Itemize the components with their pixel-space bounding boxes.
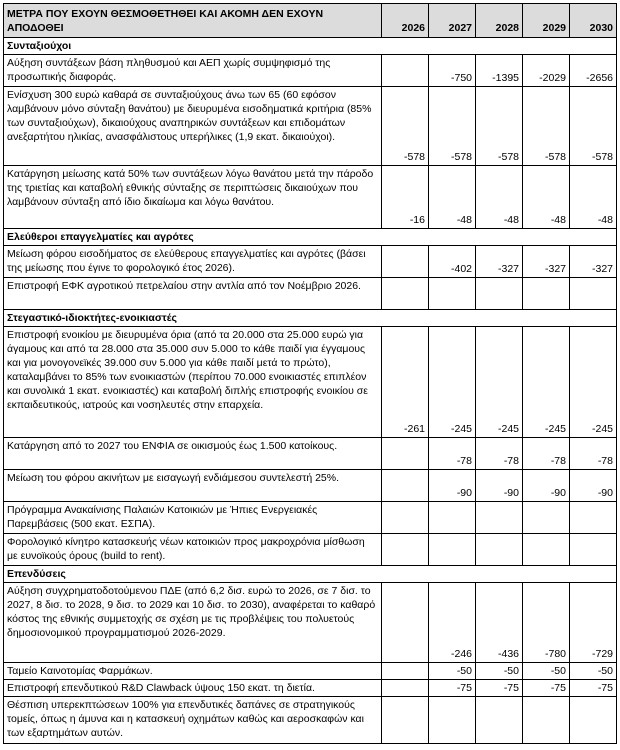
value-2029: -327 [523,246,570,278]
measure-description: Επιστροφή ΕΦΚ αγροτικού πετρελαίου στην αντλία από τον Νοέμβριο 2026. [4,278,382,310]
value-2027 [429,278,476,310]
measure-description: Αύξηση συγχρηματοδοτούμενου ΠΔΕ (από 6,2 δισ. ευρώ το 2026, σε 7 δισ. το 2027, 8 δισ. το 2028, 9 δισ. το 2029 και 10 δισ. το 2030), αναφέρεται το καθαρό κόστος της εθνικής συμμετοχής σε σχέση με τις προβλέψεις του πολυετούς δημοσιονομικού προγραμματισμού 2026-2029. [4,583,382,663]
section-row [4,38,617,55]
value-2026 [382,502,429,534]
section-label: Στεγαστικό-ιδιοκτήτες-ενοικιαστές [4,310,617,327]
value-2030: -50 [570,663,617,680]
year-header-2026: 2026 [382,4,429,38]
value-2027: -75 [429,680,476,697]
table-row [4,534,617,566]
value-2029: -780 [523,583,570,663]
table-title: ΜΕΤΡΑ ΠΟΥ ΕΧΟΥΝ ΘΕΣΜΟΘΕΤΗΘΕΙ ΚΑΙ ΑΚΟΜΗ ΔΕΝ ΕΧΟΥΝ ΑΠΟΔΟΘΕΙ [4,4,382,38]
table-row [4,438,617,470]
value-2027 [429,502,476,534]
measure-description: Κατάργηση από το 2027 του ΕΝΦΙΑ σε οικισμούς έως 1.500 κατοίκους. [4,438,382,470]
value-2029: -578 [523,87,570,166]
measure-description: Φορολογικό κίνητρο κατασκευής νέων κατοικιών προς μακροχρόνια μίσθωση με ευνοϊκούς όρους (build to rent). [4,534,382,566]
value-2026 [382,470,429,502]
value-2030: -578 [570,87,617,166]
measure-description: Μείωση φόρου εισοδήματος σε ελεύθερους επαγγελματίες και αγρότες (βάσει της μείωσης που έγινε το φορολογικό έτος 2026). [4,246,382,278]
year-header-2030: 2030 [570,4,617,38]
value-2030: -78 [570,438,617,470]
value-2026 [382,55,429,87]
measure-description: Θέσπιση υπερεκπτώσεων 100% για επενδυτικές δαπάνες σε στρατηγικούς τομείς, όπως η άμυνα και η κατασκευή οχημάτων καθώς και αεροσκαφών και των εξαρτημάτων αυτών. [4,697,382,744]
value-2028: -75 [476,680,523,697]
value-2027: -245 [429,327,476,438]
value-2027: -78 [429,438,476,470]
value-2030 [570,534,617,566]
value-2029 [523,697,570,744]
measure-description: Πρόγραμμα Ανακαίνισης Παλαιών Κατοικιών με Ήπιες Ενεργειακές Παρεμβάσεις (500 εκατ. ΕΣΠΑ). [4,502,382,534]
table-row [4,502,617,534]
measures-table [3,3,617,744]
value-2030: -327 [570,246,617,278]
table-row [4,680,617,697]
value-2027: -48 [429,166,476,229]
measure-description: Κατάργηση μείωσης κατά 50% των συντάξεων λόγω θανάτου μετά την πάροδο της τριετίας και καταβολή εθνικής σύνταξης σε περιπτώσεις δικαιούχων που λαμβάνουν σύνταξη από ίδιο δικαίωμα και λόγω θανάτου. [4,166,382,229]
value-2030: -2656 [570,55,617,87]
value-2028 [476,534,523,566]
value-2028 [476,278,523,310]
value-2026 [382,680,429,697]
value-2030: -729 [570,583,617,663]
measure-description: Ενίσχυση 300 ευρώ καθαρά σε συνταξιούχους άνω των 65 (60 εφόσον λαμβάνουν μόνο σύνταξη θανάτου) με διευρυμένα εισοδηματικά κριτήρια (85% των συνταξιούχων), δικαιούχους αναπηρικών συντάξεων και επιδομάτων ανεξαρτήτου ηλικίας, ανασφάλιστους υπερήλικες (1,9 εκατ. δικαιούχοι). [4,87,382,166]
value-2028: -48 [476,166,523,229]
table-row [4,470,617,502]
value-2026 [382,438,429,470]
value-2027: -90 [429,470,476,502]
value-2027: -402 [429,246,476,278]
value-2026: -578 [382,87,429,166]
value-2026 [382,278,429,310]
value-2030: -48 [570,166,617,229]
value-2028: -245 [476,327,523,438]
header-row [4,4,617,38]
value-2030: -75 [570,680,617,697]
value-2027: -50 [429,663,476,680]
value-2028: -327 [476,246,523,278]
value-2030 [570,697,617,744]
table-row [4,246,617,278]
table-row [4,87,617,166]
measure-description: Αύξηση συντάξεων βάση πληθυσμού και ΑΕΠ χωρίς συμψηφισμό της προσωπικής διαφοράς. [4,55,382,87]
section-row [4,310,617,327]
value-2026 [382,663,429,680]
value-2027: -578 [429,87,476,166]
value-2029: -245 [523,327,570,438]
value-2027: -246 [429,583,476,663]
value-2029 [523,278,570,310]
value-2026 [382,583,429,663]
value-2028: -78 [476,438,523,470]
section-label: Συνταξιούχοι [4,38,617,55]
value-2026: -16 [382,166,429,229]
value-2028: -50 [476,663,523,680]
value-2029 [523,534,570,566]
value-2030 [570,278,617,310]
value-2027 [429,697,476,744]
value-2030: -245 [570,327,617,438]
section-label: Επενδύσεις [4,566,617,583]
value-2029 [523,502,570,534]
value-2030: -90 [570,470,617,502]
table-row [4,663,617,680]
value-2028: -436 [476,583,523,663]
table-row [4,278,617,310]
value-2026: -261 [382,327,429,438]
year-header-2028: 2028 [476,4,523,38]
value-2028: -578 [476,87,523,166]
value-2029: -48 [523,166,570,229]
measure-description: Επιστροφή ενοικίου με διευρυμένα όρια (από τα 20.000 στα 25.000 ευρώ για άγαμους και από τα 28.000 στα 35.000 συν 5.000 το κάθε παιδί για έγγαμους και για μονογονεϊκές 39.000 συν 5.000 για κάθε παιδί μετά το πρώτο), καταλαμβάνει το 85% των ενοικιαστών (περίπου 70.000 ενοικιαστές επιπλέον και συνολικά 1 εκατ. ενοικιαστές) και καταβολή διπλής επιστροφής ενοικίου σε εκπαιδευτικούς, ιατρούς και νοσηλευτές στην επαρχεία. [4,327,382,438]
table-row [4,697,617,744]
section-row [4,566,617,583]
value-2030 [570,502,617,534]
measures-table-container [3,3,617,744]
value-2028: -1395 [476,55,523,87]
value-2027: -750 [429,55,476,87]
section-row [4,229,617,246]
section-label: Ελεύθεροι επαγγελματίες και αγρότες [4,229,617,246]
measure-description: Μείωση του φόρου ακινήτων με εισαγωγή ενδιάμεσου συντελεστή 25%. [4,470,382,502]
value-2028: -90 [476,470,523,502]
year-header-2029: 2029 [523,4,570,38]
value-2029: -2029 [523,55,570,87]
table-row [4,583,617,663]
value-2029: -90 [523,470,570,502]
table-row [4,166,617,229]
value-2026 [382,246,429,278]
value-2028 [476,697,523,744]
year-header-2027: 2027 [429,4,476,38]
value-2028 [476,502,523,534]
value-2027 [429,534,476,566]
value-2029: -78 [523,438,570,470]
table-row [4,327,617,438]
value-2029: -75 [523,680,570,697]
value-2026 [382,534,429,566]
value-2029: -50 [523,663,570,680]
measure-description: Ταμείο Καινοτομίας Φαρμάκων. [4,663,382,680]
table-row [4,55,617,87]
value-2026 [382,697,429,744]
measure-description: Επιστροφή επενδυτικού R&D Clawback ύψους 150 εκατ. τη διετία. [4,680,382,697]
